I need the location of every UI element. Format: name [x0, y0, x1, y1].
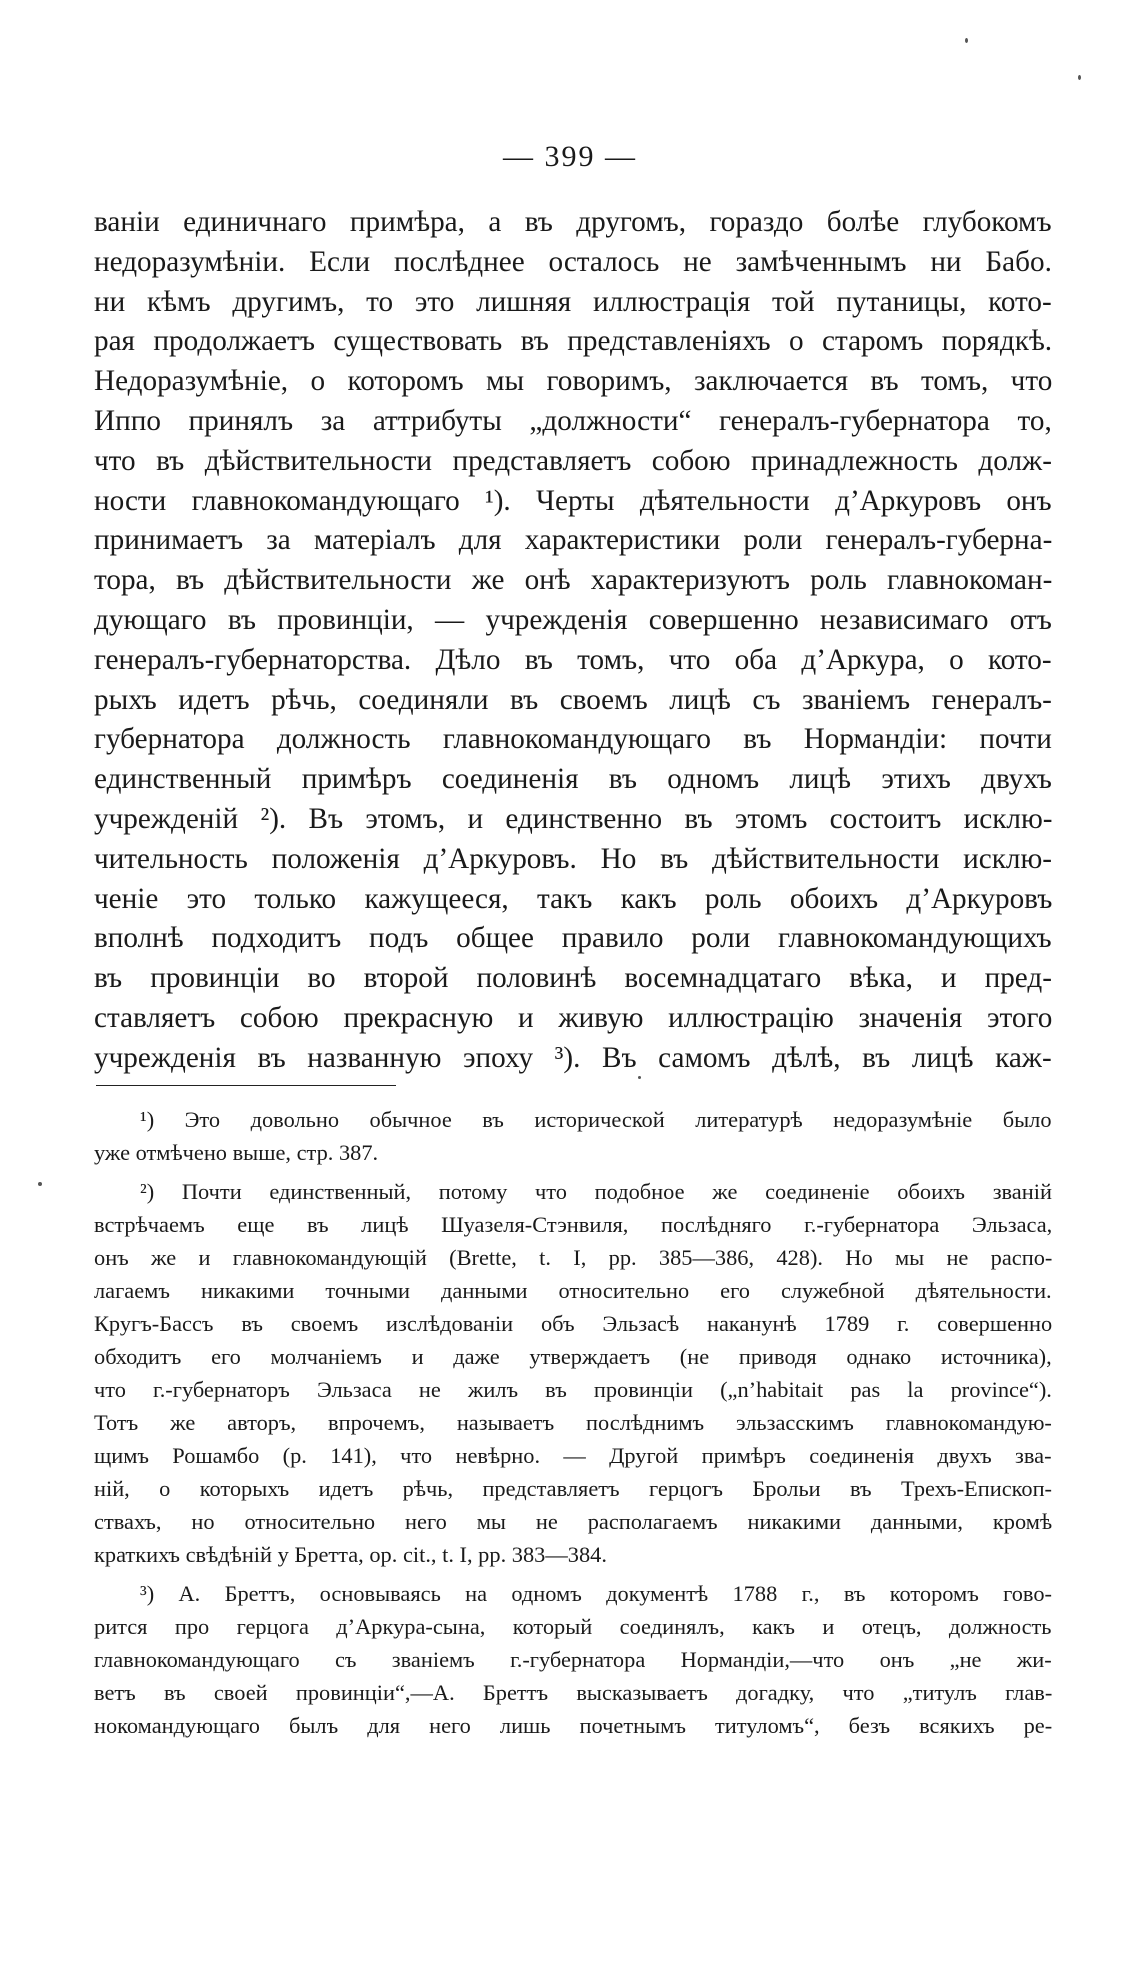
text-line: ности главнокомандующаго ¹). Черты дѣятельности д’Аркуровъ онъ [94, 484, 1052, 517]
text-line: вполнѣ подходитъ подъ общее правило роли главнокомандующихъ [94, 922, 1052, 955]
footnote-line: встрѣчаемъ еще въ лицѣ Шуазеля-Стэнвиля, послѣдняго г.-губернатора Эльзаса, [94, 1212, 1053, 1237]
text-line: что въ дѣйствительности представляетъ собою принадлежность долж- [94, 444, 1052, 477]
text-line: генералъ-губернаторства. Дѣло въ томъ, что оба д’Аркура, о кото- [94, 643, 1052, 676]
text-line: Иппо принялъ за аттрибуты „должности“ генералъ-губернатора то, [94, 404, 1052, 437]
text-line: дующаго въ провинціи, — учрежденія совершенно независимаго отъ [94, 603, 1052, 636]
footnote-line: ²) Почти единственный, потому что подобное же соединеніе обоихъ званій [140, 1179, 1052, 1204]
text-line: принимаетъ за матеріалъ для характеристики роли генералъ-губерна- [94, 524, 1053, 557]
footnote-line: ній, о которыхъ идетъ рѣчь, представляетъ герцогъ Брольи въ Трехъ-Епископ- [94, 1476, 1053, 1501]
footnote-line: щимъ Рошамбо (p. 141), что невѣрно. — Другой примѣръ соединенія двухъ зва- [94, 1443, 1052, 1468]
text-line: рая продолжаетъ существовать въ представленіяхъ о старомъ порядкѣ. [94, 325, 1053, 358]
text-line: рыхъ идетъ рѣчь, соединяли въ своемъ лицѣ съ званіемъ генералъ- [94, 683, 1052, 716]
text-line: учрежденія въ названную эпоху ³). Въ самомъ дѣлѣ, въ лицѣ каж- [94, 1041, 1052, 1074]
text-line: въ провинціи во второй половинѣ восемнадцатаго вѣка, и пред- [94, 962, 1052, 995]
footnote-line: ствахъ, но относительно него мы не располагаемъ никакими данными, кромѣ [94, 1509, 1053, 1534]
print-speck [1078, 75, 1081, 80]
page-number: — 399 — [503, 140, 637, 173]
footnote-line: главнокомандующаго съ званіемъ г.-губернатора Нормандіи,—что онъ „не жи- [94, 1647, 1052, 1672]
footnote-line: Кругъ-Бассъ въ своемъ изслѣдованіи объ Эльзасѣ наканунѣ 1789 г. совершенно [94, 1311, 1053, 1336]
main-text [94, 203, 1052, 1079]
text-line: чительность положенія д’Аркуровъ. Но въ дѣйствительности исклю- [94, 842, 1052, 875]
print-speck [965, 38, 968, 43]
footnote-separator [96, 1085, 396, 1086]
footnote-line: нокомандующаго былъ для него лишь почетнымъ титуломъ“, безъ всякихъ ре- [94, 1713, 1053, 1738]
footnote-line: ³) А. Бреттъ, основываясь на одномъ документѣ 1788 г., въ которомъ гово- [140, 1581, 1052, 1606]
footnote-line: рится про герцога д’Аркура-сына, который соединялъ, какъ и отецъ, должность [94, 1614, 1052, 1639]
footnote-1 [94, 1103, 1052, 1169]
text-line: учрежденій ²). Въ этомъ, и единственно въ этомъ состоитъ исклю- [94, 802, 1053, 835]
footnote-line: лагаемъ никакими точными данными относительно его служебной дѣятельности. [94, 1278, 1052, 1303]
footnote-line: уже отмѣчено выше, стр. 387. [94, 1140, 379, 1165]
text-line: губернатора должность главнокомандующаго въ Нормандіи: почти [94, 723, 1052, 756]
text-line: тора, въ дѣйствительности же онѣ характеризуютъ роль главнокоман- [94, 564, 1053, 597]
text-line: ставляетъ собою прекрасную и живую иллюстрацію значенія этого [94, 1001, 1053, 1034]
footnote-line: онъ же и главнокомандующій (Brette, t. I, pp. 385—386, 428). Но мы не распо- [94, 1245, 1053, 1270]
footnote-3 [94, 1577, 1052, 1742]
print-speck [38, 1182, 42, 1186]
footnote-line: Тотъ же авторъ, впрочемъ, называетъ послѣднимъ эльзасскимъ главнокомандую- [94, 1410, 1052, 1435]
footnotes [94, 1103, 1052, 1748]
footnote-line: обходитъ его молчаніемъ и даже утверждаетъ (не приводя однако источника), [94, 1344, 1052, 1369]
text-line: ченіе это только кажущееся, такъ какъ роль обоихъ д’Аркуровъ [94, 882, 1053, 915]
footnote-line: что г.-губернаторъ Эльзаса не жилъ въ провинціи („n’habitait pas la province“). [94, 1377, 1052, 1402]
footnote-2 [94, 1175, 1052, 1571]
text-line: единственный примѣръ соединенія въ одномъ лицѣ этихъ двухъ [94, 763, 1052, 796]
text-line: недоразумѣніи. Если послѣднее осталось не замѣченнымъ ни Бабо. [94, 245, 1052, 278]
footnote-line: краткихъ свѣдѣній у Бретта, op. cit., t. I, pp. 383—384. [94, 1542, 607, 1567]
text-line: ваніи единичнаго примѣра, а въ другомъ, гораздо болѣе глубокомъ [94, 206, 1052, 238]
footnote-line: ветъ въ своей провинціи“,—А. Бреттъ высказываетъ догадку, что „титулъ глав- [94, 1680, 1053, 1705]
footnote-line: ¹) Это довольно обычное въ исторической литературѣ недоразумѣніе было [140, 1107, 1052, 1132]
text-line: ни кѣмъ другимъ, то это лишняя иллюстрація той путаницы, кото- [94, 285, 1052, 318]
text-line: Недоразумѣніе, о которомъ мы говоримъ, заключается въ томъ, что [94, 365, 1053, 398]
